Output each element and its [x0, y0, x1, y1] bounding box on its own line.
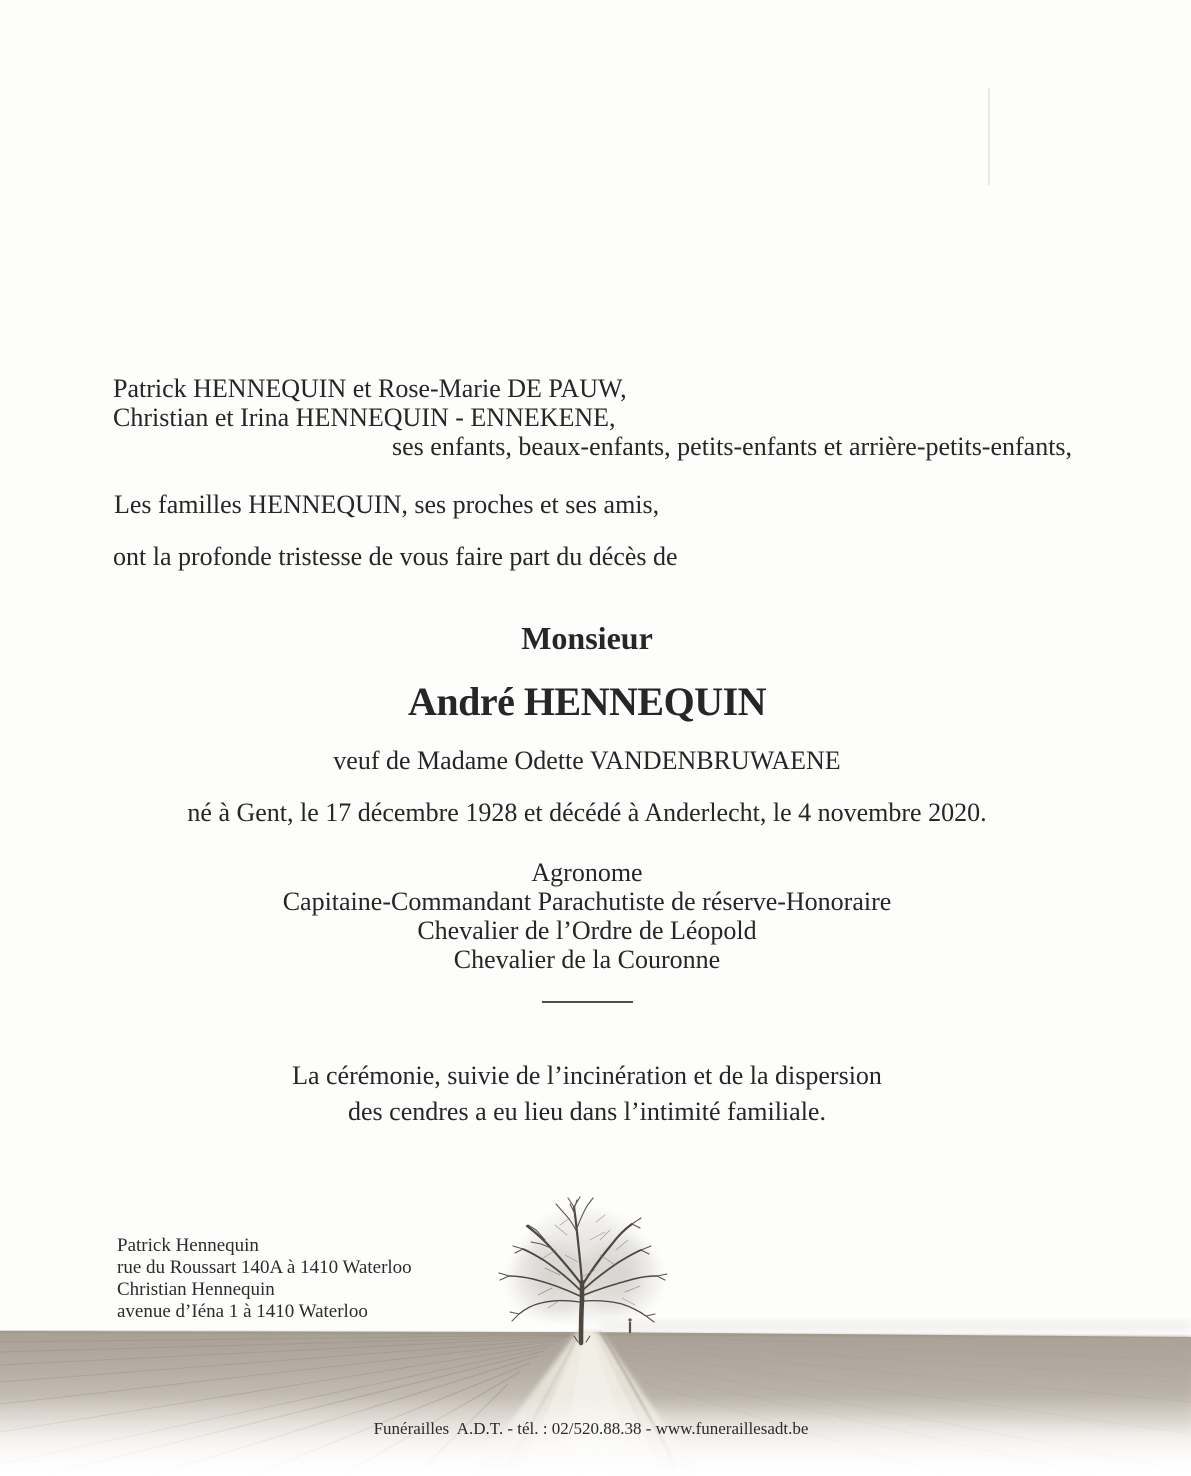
contact-address-2: avenue d’Iéna 1 à 1410 Waterloo: [117, 1301, 368, 1322]
family-line-1: Patrick HENNEQUIN et Rose-Marie DE PAUW,: [113, 374, 627, 403]
birth-death-line: né à Gent, le 17 décembre 1928 et décédé à Anderlecht, le 4 novembre 2020.: [187, 798, 987, 827]
contact-name-2: Christian Hennequin: [117, 1279, 275, 1300]
contact-name-1: Patrick Hennequin: [117, 1235, 259, 1256]
family-line-2: Christian et Irina HENNEQUIN - ENNEKENE,: [113, 403, 616, 432]
funeral-home-footer: Funérailles A.D.T. - tél. : 02/520.88.38 - www.funeraillesadt.be: [373, 1419, 809, 1438]
section-divider: [542, 1001, 633, 1003]
ceremony-line-1: La cérémonie, suivie de l’incinération et de la dispersion: [292, 1061, 882, 1090]
photo-bottom-fade: [0, 1330, 1191, 1476]
relatives-line: ses enfants, beaux-enfants, petits-enfants et arrière-petits-enfants,: [392, 432, 1073, 461]
spouse-line: veuf de Madame Odette VANDENBRUWAENE: [333, 746, 841, 775]
salutation-title: Monsieur: [521, 620, 653, 656]
honor-title-4: Chevalier de la Couronne: [453, 945, 721, 974]
ceremony-line-2: des cendres a eu lieu dans l’intimité familiale.: [348, 1097, 826, 1126]
families-line: Les familles HENNEQUIN, ses proches et ses amis,: [114, 490, 660, 519]
contact-address-1: rue du Roussart 140A à 1410 Waterloo: [117, 1257, 412, 1278]
deceased-name: André HENNEQUIN: [407, 679, 767, 724]
honor-title-1: Agronome: [531, 858, 643, 887]
honor-title-2: Capitaine-Commandant Parachutiste de réserve-Honoraire: [282, 887, 892, 916]
honor-title-3: Chevalier de l’Ordre de Léopold: [417, 916, 757, 945]
scan-artifact-line: [988, 88, 990, 185]
intro-line: ont la profonde tristesse de vous faire part du décès de: [113, 542, 678, 571]
